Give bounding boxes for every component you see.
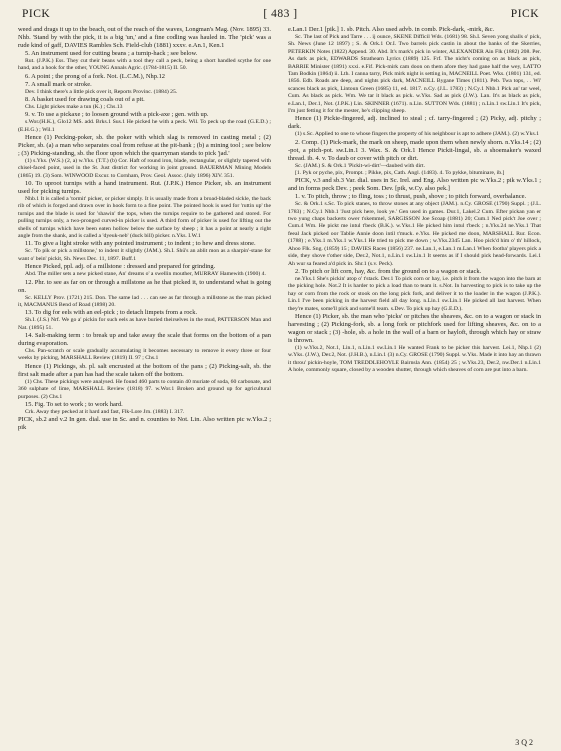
definition-paragraph: PICK, v.3 and sb.3 Var. dial. uses in Sc. Irel. and Eng. Also written pic w.Yks.2 ; pik w.Yks.1 ; and in forms peck Dev. ; peek Som. Dev. [pik, w.Cy. also pek.] [288, 177, 541, 193]
citation-block: Dev. I think there's a little pick over it, Reports Provinc. (1884) 25. [25, 88, 178, 95]
citation-block: (1) s.Yks. (W.S.) (2, a) w.Yks. (T.T.) (b) Cor. Haft of round iron, blade, rectangular, or slightly tapered with chisel-faced point, used in the St. Just district for working in joint ground. BAUERMAN Mining Models (1865) 19. (3) Som. WINWOOD Excur. to Cornham, Prov. Geol. Assoc. (July 1896) XIV. 351. [18, 157, 271, 179]
header-right-word: PICK [510, 8, 539, 20]
citation-block: Abd. The miller sets a new picked stane, An' dreams o' a swellin mouther, MURRAY Hamewith (1900) 4. [25, 271, 266, 278]
definition-paragraph: 2. To pitch or lift corn, hay, &c. from the ground on to a wagon or stack. [295, 267, 482, 275]
signature-mark: 3 Q 2 [515, 738, 533, 747]
definition-paragraph: 8. A basket used for drawing coals out of a pit. [25, 95, 145, 103]
citation-block: Sc. & Ork.1 s.Sc. To pick stanes, to throw stones at any object (JAM.). n.Cy. GROSE (1790) Suppl. ; (J.L. 1783) ; N.Cy.1 Nhb.1 'Just pick here, look ye.' Gen used in games. Dur.1, Lakel.2 Cum. Efter pickan yan er two yung chaps backerts ower t'skemmel, SARGISSON Joe Scoap (1881) 20; Cum.1 Ned pick't Joe over ; Cum.4 Wm. He pickt me intul t'beck (B.K.). w.Yks.1 He picked him intul t'beck ; n.Yks.24 ne.Yks.1 That feeal Jack picked oor Tablie Annie doon intil t'muck. e.Yks. He picked me doon, MARSHALL Rur. Econ. (1788) ; e.Yks.1 m.Yks.1 w.Yks.1 He tried to pick me down ; w.Yks.2345 Lan. Hoo pick'd him o' th' hillock, Ahoo Flk. Sng. (1859) 15 ; DAVIES Races (1856) 237. ne.Lan.1, e.Lan.1 m.Lan.1 When footba' players pick a side, they shove t'other side, Der.2, Not.1, n.Lin.1 sw.Lin.1 It seems as if I should pick head-forwards. Lei.1 Ah wur sa feared a'd pick in. Shr.1 (s.v. Peck). [288, 201, 541, 267]
page-number: [ 483 ] [263, 8, 298, 20]
definition-paragraph: 1. v. To pitch, throw ; to fling, toss ; to thrust, push, shove ; to pitch forward, overbalance. [295, 193, 527, 201]
running-header [22, 8, 539, 26]
citation-block: Crk. Away they pecked at it hard and fast, Flk-Lore Jrn. (1883) I. 317. [25, 408, 185, 415]
definition-paragraph: 6. A point ; the prong of a fork. Not. (L.C.M.), Nhp.12 [25, 72, 166, 80]
definition-paragraph: 15. Fig. To set to work ; to work hard. [25, 400, 123, 408]
definition-paragraph: 2. Comp. (1) Pick-mark, the mark on sheep, made upon them when newly shorn. n.Yks.14 ; (2) -pot, a pitch-pot. sw.Lin.1 3. Wax. S. & Ork.1 Hence Pickit-lingal, sb. a shoemaker's waxed thread. ib. 4. v. To daub or cover with pitch or dirt. [288, 138, 541, 162]
definition-paragraph: e.Lan.1 Der.1 [pik.] 1. sb. Pitch. Also used advb. in comb. Pick-dark, -mirk, &c. [288, 26, 495, 33]
entry-headword: PICK, sb.2 and v.2 In gen. dial. use in Sc. and n. counties to Not. Lin. Also written pic w.Yks.2 ; pik [18, 416, 271, 432]
citation-block: Sc. The last of Pick and Tarre . . . ij ounce, SKENE Difficil Wds. (1681) 98. Sh.I. Seven yong shalls o' pick, Sh. News (June 12 1897) ; S. & Ork.1 Or.I. Two barrels pick castin in about the banks of the Skerries, PETERKIN Notes (1822) Append. 30. Abd. It's mark's pick in winter, ALEXANDER Ain Flk (1882) 208. Per. As dark as pick, EDWARDS Strathearn Lyrics (1889) 125. Frf. The nicht's coming on as black as pick, BARRIE Minister (1891) xxxi. e.Fif. Pick-mirk cam doon on them afore they had gane half the wey, LATTO Tam Bodkin (1864) ii. Lth. I canna tarry, Pick mirk night is setting in, MACNEILL Poet. Wks. (1801) 131, ed. 1856. Edb. Roads are deep, and nights pick dark, MACNEILL Bygane Times (1811). Peb. Twa tops, . . Wi' scances black as pick, Lintoun Green (1685) 11, ed. 1817. n.Cy. (J.L. 1783) ; N.Cy.1 Nhb.1 Pick an' tar weel, Cum. As black as pick. Wm. We tar it black as pick. w.Yks. Sad as pick (J.W.). Lan. It's as black as pick, e.Lan.1, Der.1, Not. (J.P.K.) Lin. SKINNER (1671). n.Lin. SUTTON Wds. (1881) ; n.Lin.1 sw.Lin.1 It's pick, I'm just fetting it for the mester, he's clipping sheep. [288, 33, 541, 115]
citation-block: [1. Pyk or pyche, pix, Prompt. ; Pikke, pix, Cath. Angl. (1483). 4. To pykke, bituminare, ib.] [295, 170, 505, 176]
citation-block: s.Wor.(H.K.), Glo12 MS. add. Brks.1 Sus.1 He picked he with a peck. Wil. To peck up the road (G.E.D.) ; (E.H.G.) ; Wil.1 [18, 119, 271, 133]
citation-block: (1) Chs. These pickings were analysed. He found 460 parts to contain 40 muriate of soda, 60 carbonate, and 360 sulphate of lime, MARSHALL Review (1818) 97. w.Wor.1 Broken and ground up for agricultural purposes. (2) Chs.1 [18, 378, 271, 400]
citation-block: Sc. 'To pik or pick a millstone,' to indent it slightly (JAM.). Sh.I. Shü's an ablit mon as a sharpin'-stane for want o' bein' pickit, Sh. News Dec. 11, 1897. Buff.1 [18, 248, 271, 262]
citation-block: Sc. (JAM.) S. & Ork.1 'Pickit-wi-dirt'—daubed with dirt. [295, 162, 426, 169]
definition-paragraph: 10. To uproot turnips with a hand instrument. Rut. (J.P.K.) Hence Picker, sb. an instrument used for picking turnips. [18, 180, 271, 196]
citation-block: (1) s.Sc. Applied to one to whose fingers the property of his neighbour is apt to adhere (JAM.). (2) w.Yks.1 [295, 131, 539, 138]
definition-paragraph: Hence (1) Pickie-fingered, adj. inclined to steal ; cf. tarry-fingered ; (2) Picky, adj. pitchy ; dark. [288, 115, 541, 131]
definition-paragraph: Hence (1) Picker, sb. the man who 'picks' or pitches the sheaves, &c. on to a wagon or stack in harvesting ; (2) Picking-fork, sb. a long fork or pitchfork used for lifting sheaves, &c. on to a wagon or stack ; (3) -hole, sb. a hole in the wall of a barn or hayloft, through which hay or straw is thrown. [288, 312, 541, 344]
right-column [288, 26, 541, 738]
definition-paragraph: Hence (1) Pecking-poker, sb. the poker with which slag is removed in casting metal ; (2) Picker, sb. (a) a man who separates coal from refuse at the pit-bank ; (b) a mining tool ; see below ; (3) Picking-standing, sb. the floor upon which the quarryman stands to pick 'jad.' [18, 134, 271, 157]
citation-block: Sc. KELLY Prov. (1721) 215. Don. The same lad . . . can see as far through a millstone as the man picked it, MACMANUS Bend of Road (1898) 20. [18, 294, 271, 308]
definition-paragraph: 9. v. To use a pickaxe ; to loosen ground with a pick-axe ; gen. with up. [25, 111, 209, 119]
definition-paragraph: 12. Phr. to see as far on or through a millstone as he that picked it, to understand what is going on. [18, 278, 271, 294]
header-left-word: PICK [22, 8, 51, 20]
citation-block: Sh.I. (J.S.) Nrf. We go a' pickin for such eels as have buried theirselves in the mud, PATTERSON Man and Nat. (1895) 51. [18, 317, 271, 331]
left-column [18, 26, 271, 738]
citation-block: ne.Yks.1 She's pickin' atop o' t'stack. Der.1 To pick corn or hay, i.e. pitch it from the wagon into the barn at the picking hole. Not.2 It is harder to pick a load than to team it. s.Not. In harvesting to pick is to take up the hay or corn from the rock or stook on the long pick fork, and deliver it to the loader in the wagon (J.P.K.). Lin.1 I've been picking in the harvest field all day long. n.Lin.1 sw.Lin.1 He picked all last harvest. When they're mates, some'll pick and some'll team. s.Dev. To pick up hay (G.E.D.). [288, 275, 541, 312]
citation-block: Nhb.1 It is called a 'tormit' picker, or picker simply. It is usually made from a broad-bladed sickle, the back rib of which is forged and drawn over in hook form to a fine point. The pointed hook is used for 'ruttin up' the turnips and the blade is used for 'shawin' the tops, when the turnips require to be gathered and stored. For pulling turnips only, a two-pronged curved-in picker is used. A third form of picker is used for lifting out the shells of turnips which have been eaten hollow below the surface by sheep ; it has a point at nearly a right angle from the shank, and is called a 'dyeuk-neb' (duck bill) picker. n.Yks. I.W.1 [18, 196, 271, 240]
definition-paragraph: Hence Picked, ppl. adj. of a millstone : dressed and prepared for grinding. [25, 263, 216, 271]
citation-block: Chs. Pan-scratch or scale gradually accumulating it becomes necessary to remove it every three or four weeks by picking, MARSHALL Review (1819) II. 97 ; Chs.1 [18, 348, 271, 362]
definition-paragraph: 7. A small mark or stroke. [25, 80, 92, 88]
definition-paragraph: 11. To give a light stroke with any pointed instrument ; to indent ; to hew and dress stone. [25, 240, 256, 248]
citation-block: (1) w.Yks.2, Not.1, Lin.1, n.Lin.1 sw.Lin.1 He wanted Frank to be picker this harvest. Lei.1, Nhp.1 (2) w.Yks. (J.W.), Der.2, Not. (J.H.B.), n.Lin.1 (3) n.Cy. GROSE (1790) Suppl. w.Yks. Made it into hay an thrawn it throu' pickin-hoyle, TOM TREDDLEHOYLE Bairnsla Ann. (1854) 25 ; w.Yks.23, Der.2, nw.Der.1 n.Lin.1 A hole, commonly square, closed by a wooden shutter, through which sheaves of corn are put into a barn. [288, 344, 541, 373]
citation-block: Chs. Light pickes make a tun (K.) ; Chs.13 [25, 103, 123, 110]
citation-block: Rut. (J.P.K.) Ess. They cut their beans with a tool they call a peck, being a short handled scythe for one hand, and a hook for the other, YOUNG Annals Agric. (1784-1815) II. 50. [18, 57, 271, 72]
definition-paragraph: Hence (1) Pickings, sb. pl. salt encrusted at the bottom of the pans ; (2) Picking-salt, sb. the first salt made after a pan has had the scale taken off the bottom. [18, 362, 271, 378]
definition-paragraph: weed and drags it up to the beach, out of the reach of the waves, Longman's Mag. (Nov. 1895) 33. Nhb. 'Stand by with the pick, it is a big 'un,' and a fine codling was hauled in. The 'pick' was a rude kind of gaff, DAVIES Rambles Sch. Field-club (1881) xxxv. e.An.1, Ken.1 [18, 26, 271, 49]
definition-paragraph: 13. To dig for eels with an eel-pick ; to detach limpets from a rock. [25, 309, 198, 317]
definition-paragraph: 14. Salt-making term : to break up and take away the scale that forms on the bottom of a pan during evaporation. [18, 332, 271, 348]
definition-paragraph: 5. An instrument used for cutting beans ; a turnip-hack ; see below. [25, 49, 198, 57]
